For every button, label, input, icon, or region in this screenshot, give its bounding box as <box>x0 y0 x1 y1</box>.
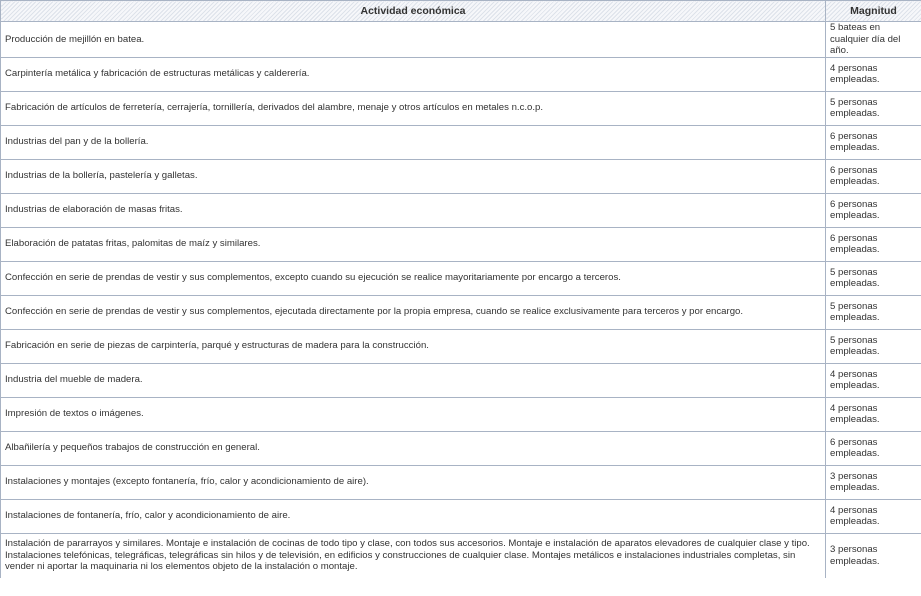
column-header-actividad: Actividad económica <box>1 1 826 22</box>
magnitud-cell: 6 personas empleadas. <box>826 159 921 193</box>
magnitud-cell: 3 personas empleadas. <box>826 533 921 578</box>
magnitud-cell: 4 personas empleadas. <box>826 499 921 533</box>
actividad-cell: Fabricación en serie de piezas de carpintería, parqué y estructuras de madera para la construcción. <box>1 329 826 363</box>
magnitud-cell: 3 personas empleadas. <box>826 465 921 499</box>
table-row <box>1 363 921 397</box>
table-row <box>1 533 921 578</box>
table-header-row <box>1 1 921 22</box>
table-row <box>1 159 921 193</box>
magnitud-cell: 5 personas empleadas. <box>826 329 921 363</box>
table-row <box>1 329 921 363</box>
table-row <box>1 295 921 329</box>
actividad-cell: Industrias de la bollería, pastelería y galletas. <box>1 159 826 193</box>
magnitud-cell: 6 personas empleadas. <box>826 193 921 227</box>
actividad-cell: Confección en serie de prendas de vestir y sus complementos, ejecutada directamente por la propia empresa, cuando se realice exclusivamente para terceros y por encargo. <box>1 295 826 329</box>
table-row <box>1 397 921 431</box>
table-row <box>1 431 921 465</box>
table-row <box>1 22 921 58</box>
actividad-cell: Carpintería metálica y fabricación de estructuras metálicas y calderería. <box>1 57 826 91</box>
magnitud-cell: 6 personas empleadas. <box>826 227 921 261</box>
actividad-cell: Instalaciones de fontanería, frío, calor y acondicionamiento de aire. <box>1 499 826 533</box>
table-row <box>1 227 921 261</box>
column-header-magnitud: Magnitud <box>826 1 921 22</box>
table-row <box>1 57 921 91</box>
table-row <box>1 91 921 125</box>
actividad-cell: Industria del mueble de madera. <box>1 363 826 397</box>
table-row <box>1 465 921 499</box>
magnitud-cell: 5 personas empleadas. <box>826 295 921 329</box>
magnitud-cell: 6 personas empleadas. <box>826 431 921 465</box>
magnitud-cell: 4 personas empleadas. <box>826 397 921 431</box>
magnitud-cell: 4 personas empleadas. <box>826 57 921 91</box>
actividad-cell: Industrias de elaboración de masas fritas. <box>1 193 826 227</box>
table-row <box>1 193 921 227</box>
actividad-cell: Instalación de pararrayos y similares. Montaje e instalación de cocinas de todo tipo y clase, con todos sus accesorios. Montaje e instalación de aparatos elevadores de cualquier clase y tipo. Instalaciones telefónicas, telegráficas, telegráficas sin hilos y de televisión, en edificios y construcciones de cualquier clase. Montajes metálicos e instalaciones industriales completas, sin vender ni aportar la maquinaria ni los elementos objeto de la instalación o montaje. <box>1 533 826 578</box>
table-row <box>1 499 921 533</box>
actividad-cell: Fabricación de artículos de ferretería, cerrajería, tornillería, derivados del alambre, menaje y otros artículos en metales n.c.o.p. <box>1 91 826 125</box>
actividad-cell: Industrias del pan y de la bollería. <box>1 125 826 159</box>
table-row <box>1 261 921 295</box>
magnitud-cell: 4 personas empleadas. <box>826 363 921 397</box>
magnitud-cell: 5 personas empleadas. <box>826 91 921 125</box>
actividad-cell: Albañilería y pequeños trabajos de construcción en general. <box>1 431 826 465</box>
magnitud-cell: 5 personas empleadas. <box>826 261 921 295</box>
magnitud-cell: 6 personas empleadas. <box>826 125 921 159</box>
actividad-cell: Confección en serie de prendas de vestir y sus complementos, excepto cuando su ejecución se realice mayoritariamente por encargo a terceros. <box>1 261 826 295</box>
actividad-cell: Impresión de textos o imágenes. <box>1 397 826 431</box>
table-row <box>1 125 921 159</box>
actividad-cell: Producción de mejillón en batea. <box>1 22 826 58</box>
actividad-cell: Elaboración de patatas fritas, palomitas de maíz y similares. <box>1 227 826 261</box>
actividad-cell: Instalaciones y montajes (excepto fontanería, frío, calor y acondicionamiento de aire). <box>1 465 826 499</box>
magnitud-cell: 5 bateas en cualquier día del año. <box>826 22 921 58</box>
